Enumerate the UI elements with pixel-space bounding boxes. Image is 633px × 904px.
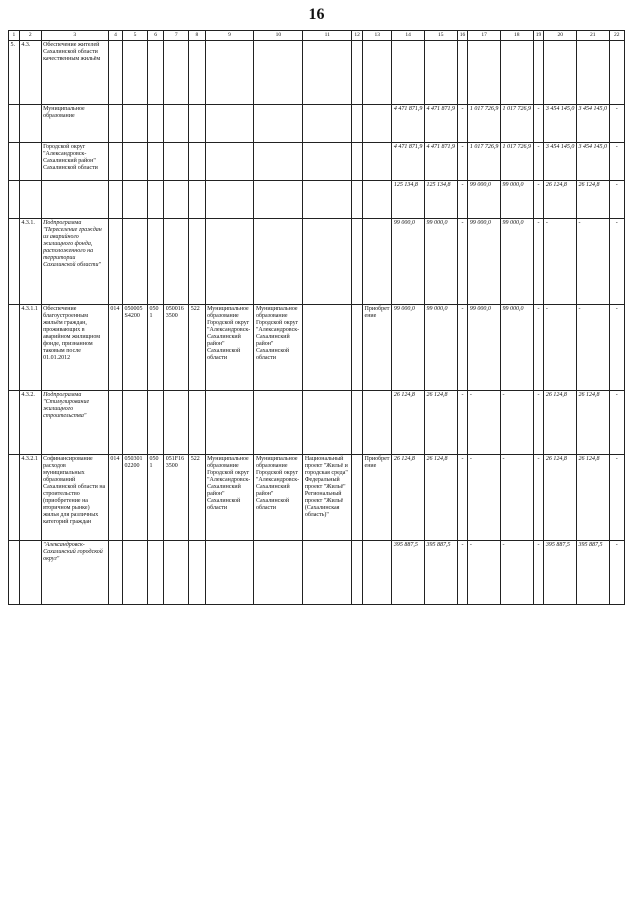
cell-col-20: - — [544, 219, 577, 305]
table-row — [9, 143, 625, 181]
col-number: 8 — [189, 31, 205, 41]
cell-col-9 — [205, 391, 254, 455]
cell-col-1 — [9, 143, 20, 181]
cell-col-13 — [363, 541, 392, 605]
cell-col-11 — [303, 541, 352, 605]
col-number: 19 — [533, 31, 544, 41]
cell-col-19: - — [533, 455, 544, 541]
cell-col-12 — [352, 455, 363, 541]
col-number: 7 — [164, 31, 189, 41]
cell-col-17: 99 000,0 — [468, 219, 501, 305]
col-number: 1 — [9, 31, 20, 41]
cell-col-9 — [205, 219, 254, 305]
cell-col-10 — [254, 181, 303, 219]
cell-col-12 — [352, 181, 363, 219]
cell-col-18: - — [500, 541, 533, 605]
col-number: 15 — [424, 31, 457, 41]
col-number: 22 — [609, 31, 624, 41]
cell-col-5 — [123, 105, 148, 143]
cell-col-20: 26 124,8 — [544, 181, 577, 219]
col-number: 10 — [254, 31, 303, 41]
col-number: 9 — [205, 31, 254, 41]
budget-table — [8, 30, 625, 605]
cell-col-16: - — [457, 391, 468, 455]
col-number: 16 — [457, 31, 468, 41]
cell-col-18: 1 017 726,9 — [500, 105, 533, 143]
cell-col-8 — [189, 143, 205, 181]
col-number: 14 — [392, 31, 425, 41]
cell-col-6 — [148, 181, 164, 219]
cell-col-10 — [254, 143, 303, 181]
table-row — [9, 219, 625, 305]
cell-col-7 — [164, 41, 189, 105]
cell-col-16: - — [457, 541, 468, 605]
cell-col-16: - — [457, 305, 468, 391]
cell-col-2 — [19, 541, 41, 605]
cell-col-10: Муниципальное образование Городской округ "Александровск-Сахалинский район" Сахалинской области — [254, 305, 303, 391]
cell-col-5: 050301 02200 — [123, 455, 148, 541]
cell-col-12 — [352, 219, 363, 305]
cell-col-18: 99 000,0 — [500, 305, 533, 391]
cell-col-4 — [108, 143, 122, 181]
cell-col-20: 26 124,8 — [544, 391, 577, 455]
cell-col-16: - — [457, 455, 468, 541]
cell-col-7 — [164, 541, 189, 605]
col-number: 2 — [19, 31, 41, 41]
cell-col-6: 050 1 — [148, 305, 164, 391]
cell-col-16 — [457, 41, 468, 105]
cell-col-6 — [148, 143, 164, 181]
cell-col-19: - — [533, 391, 544, 455]
cell-col-22 — [609, 41, 624, 105]
cell-col-17: 1 017 726,9 — [468, 105, 501, 143]
cell-col-21: 3 454 145,0 — [576, 105, 609, 143]
cell-col-9 — [205, 541, 254, 605]
cell-col-15: 395 887,5 — [424, 541, 457, 605]
col-number: 3 — [41, 31, 108, 41]
cell-col-22: - — [609, 105, 624, 143]
cell-col-6 — [148, 41, 164, 105]
cell-col-4: 014 — [108, 305, 122, 391]
cell-col-21: 395 887,5 — [576, 541, 609, 605]
cell-col-6: 050 1 — [148, 455, 164, 541]
cell-col-7 — [164, 391, 189, 455]
cell-col-22: - — [609, 455, 624, 541]
cell-col-1 — [9, 219, 20, 305]
cell-col-5 — [123, 41, 148, 105]
cell-col-13 — [363, 181, 392, 219]
cell-col-2: 4.3.1.1 — [19, 305, 41, 391]
cell-col-3: Подпрограмма "Переселение граждан из аварийного жилищного фонда, расположенного на территории Сахалинской области" — [41, 219, 108, 305]
cell-col-4 — [108, 181, 122, 219]
cell-col-11 — [303, 41, 352, 105]
cell-col-15: 26 124,8 — [424, 391, 457, 455]
cell-col-13 — [363, 105, 392, 143]
cell-col-12 — [352, 41, 363, 105]
cell-col-14: 395 887,5 — [392, 541, 425, 605]
cell-col-20: 26 124,8 — [544, 455, 577, 541]
cell-col-20 — [544, 41, 577, 105]
col-number: 21 — [576, 31, 609, 41]
cell-col-5 — [123, 143, 148, 181]
cell-col-13: Приобретение — [363, 455, 392, 541]
cell-col-3: Муниципальное образование — [41, 105, 108, 143]
table-row — [9, 181, 625, 219]
cell-col-14 — [392, 41, 425, 105]
cell-col-15: 4 471 871,9 — [424, 143, 457, 181]
cell-col-15: 26 124,8 — [424, 455, 457, 541]
cell-col-21: - — [576, 219, 609, 305]
cell-col-4 — [108, 541, 122, 605]
cell-col-10 — [254, 541, 303, 605]
cell-col-21: 3 454 145,0 — [576, 143, 609, 181]
col-number: 18 — [500, 31, 533, 41]
cell-col-1 — [9, 305, 20, 391]
cell-col-17: 99 000,0 — [468, 305, 501, 391]
cell-col-11 — [303, 181, 352, 219]
table-row — [9, 105, 625, 143]
cell-col-18 — [500, 41, 533, 105]
cell-col-19: - — [533, 541, 544, 605]
cell-col-19: - — [533, 105, 544, 143]
cell-col-15: 4 471 871,9 — [424, 105, 457, 143]
cell-col-22: - — [609, 219, 624, 305]
cell-col-21 — [576, 41, 609, 105]
cell-col-17: 1 017 726,9 — [468, 143, 501, 181]
cell-col-4 — [108, 41, 122, 105]
cell-col-7 — [164, 143, 189, 181]
cell-col-22: - — [609, 541, 624, 605]
cell-col-14: 26 124,8 — [392, 391, 425, 455]
cell-col-5 — [123, 219, 148, 305]
cell-col-8 — [189, 541, 205, 605]
page-number: 16 — [308, 6, 325, 23]
table-row — [9, 305, 625, 391]
col-number: 20 — [544, 31, 577, 41]
cell-col-10 — [254, 219, 303, 305]
cell-col-3: Обеспечение жителей Сахалинской области качественным жильём — [41, 41, 108, 105]
col-number: 11 — [303, 31, 352, 41]
table-row — [9, 541, 625, 605]
cell-col-20: 3 454 145,0 — [544, 143, 577, 181]
col-number: 12 — [352, 31, 363, 41]
cell-col-7: 050016 3500 — [164, 305, 189, 391]
cell-col-17: - — [468, 541, 501, 605]
cell-col-16: - — [457, 181, 468, 219]
cell-col-12 — [352, 391, 363, 455]
cell-col-7 — [164, 105, 189, 143]
cell-col-20: 395 887,5 — [544, 541, 577, 605]
cell-col-5 — [123, 181, 148, 219]
cell-col-7 — [164, 219, 189, 305]
cell-col-14: 4 471 871,9 — [392, 105, 425, 143]
cell-col-13 — [363, 143, 392, 181]
cell-col-3: Городской округ "Александровск-Сахалинский район" Сахалинской области — [41, 143, 108, 181]
cell-col-21: 26 124,8 — [576, 181, 609, 219]
cell-col-2: 4.3.2.1 — [19, 455, 41, 541]
cell-col-19: - — [533, 219, 544, 305]
cell-col-19 — [533, 41, 544, 105]
cell-col-1 — [9, 541, 20, 605]
cell-col-9 — [205, 181, 254, 219]
cell-col-22: - — [609, 305, 624, 391]
cell-col-2: 4.3. — [19, 41, 41, 105]
cell-col-3 — [41, 181, 108, 219]
cell-col-14: 26 124,8 — [392, 455, 425, 541]
cell-col-12 — [352, 143, 363, 181]
cell-col-5 — [123, 391, 148, 455]
cell-col-17: 99 000,0 — [468, 181, 501, 219]
cell-col-21: 26 124,8 — [576, 455, 609, 541]
cell-col-22: - — [609, 181, 624, 219]
cell-col-9 — [205, 41, 254, 105]
cell-col-5: 050005 S4200 — [123, 305, 148, 391]
cell-col-3: Обеспечение благоустроенным жильём граждан, проживающих в аварийном жилищном фонде, признанном таковым после 01.01.2012 — [41, 305, 108, 391]
cell-col-15: 99 000,0 — [424, 305, 457, 391]
cell-col-6 — [148, 541, 164, 605]
cell-col-16: - — [457, 143, 468, 181]
cell-col-9 — [205, 105, 254, 143]
cell-col-10 — [254, 391, 303, 455]
cell-col-3: Софинансирование расходов муниципальных образований Сахалинской области на строительство (приобретение на вторичном рынке) жилья для различных категорий граждан — [41, 455, 108, 541]
cell-col-4 — [108, 105, 122, 143]
cell-col-13 — [363, 219, 392, 305]
cell-col-3: Подпрограмма "Стимулирование жилищного строительства" — [41, 391, 108, 455]
cell-col-2 — [19, 181, 41, 219]
cell-col-7: 051F16 3500 — [164, 455, 189, 541]
cell-col-8 — [189, 105, 205, 143]
cell-col-12 — [352, 541, 363, 605]
cell-col-20: 3 454 145,0 — [544, 105, 577, 143]
cell-col-8 — [189, 181, 205, 219]
cell-col-18: - — [500, 391, 533, 455]
cell-col-17: - — [468, 455, 501, 541]
table-row — [9, 391, 625, 455]
cell-col-17: - — [468, 391, 501, 455]
table-body — [9, 41, 625, 605]
col-number: 13 — [363, 31, 392, 41]
cell-col-13: Приобретение — [363, 305, 392, 391]
cell-col-10 — [254, 105, 303, 143]
cell-col-14: 125 134,8 — [392, 181, 425, 219]
cell-col-4 — [108, 391, 122, 455]
cell-col-9: Муниципальное образование Городской округ "Александровск-Сахалинский район" Сахалинской области — [205, 455, 254, 541]
cell-col-6 — [148, 105, 164, 143]
cell-col-4: 014 — [108, 455, 122, 541]
cell-col-8 — [189, 391, 205, 455]
cell-col-2 — [19, 143, 41, 181]
col-number: 6 — [148, 31, 164, 41]
cell-col-1 — [9, 181, 20, 219]
cell-col-4 — [108, 219, 122, 305]
cell-col-8: 522 — [189, 455, 205, 541]
cell-col-15 — [424, 41, 457, 105]
cell-col-19: - — [533, 143, 544, 181]
cell-col-13 — [363, 391, 392, 455]
cell-col-19: - — [533, 305, 544, 391]
cell-col-3: "Александровск-Сахалинский городской округ" — [41, 541, 108, 605]
cell-col-11 — [303, 105, 352, 143]
col-number: 17 — [468, 31, 501, 41]
cell-col-10: Муниципальное образование Городской округ "Александровск-Сахалинский район" Сахалинской области — [254, 455, 303, 541]
cell-col-18: 99 000,0 — [500, 219, 533, 305]
cell-col-13 — [363, 41, 392, 105]
cell-col-1: 5. — [9, 41, 20, 105]
table-row — [9, 41, 625, 105]
cell-col-6 — [148, 219, 164, 305]
cell-col-18: 99 000,0 — [500, 181, 533, 219]
cell-col-6 — [148, 391, 164, 455]
cell-col-15: 125 134,8 — [424, 181, 457, 219]
cell-col-2: 4.3.2. — [19, 391, 41, 455]
cell-col-7 — [164, 181, 189, 219]
cell-col-11 — [303, 219, 352, 305]
cell-col-22: - — [609, 391, 624, 455]
col-number: 4 — [108, 31, 122, 41]
cell-col-9 — [205, 143, 254, 181]
cell-col-14: 99 000,0 — [392, 305, 425, 391]
cell-col-14: 4 471 871,9 — [392, 143, 425, 181]
cell-col-10 — [254, 41, 303, 105]
cell-col-9: Муниципальное образование Городской округ "Александровск-Сахалинский район" Сахалинской области — [205, 305, 254, 391]
cell-col-19: - — [533, 181, 544, 219]
cell-col-12 — [352, 105, 363, 143]
cell-col-20: - — [544, 305, 577, 391]
cell-col-15: 99 000,0 — [424, 219, 457, 305]
cell-col-1 — [9, 105, 20, 143]
cell-col-8: 522 — [189, 305, 205, 391]
cell-col-16: - — [457, 105, 468, 143]
table-row — [9, 455, 625, 541]
cell-col-11: Национальный проект "Жильё и городская среда" Федеральный проект "Жильё" Региональный проект "Жильё (Сахалинская область)" — [303, 455, 352, 541]
cell-col-11 — [303, 391, 352, 455]
cell-col-18: - — [500, 455, 533, 541]
cell-col-22: - — [609, 143, 624, 181]
cell-col-14: 99 000,0 — [392, 219, 425, 305]
cell-col-17 — [468, 41, 501, 105]
cell-col-1 — [9, 391, 20, 455]
cell-col-12 — [352, 305, 363, 391]
cell-col-8 — [189, 41, 205, 105]
cell-col-11 — [303, 305, 352, 391]
cell-col-2 — [19, 105, 41, 143]
cell-col-8 — [189, 219, 205, 305]
column-number-row — [9, 31, 625, 41]
col-number: 5 — [123, 31, 148, 41]
cell-col-5 — [123, 541, 148, 605]
cell-col-1 — [9, 455, 20, 541]
cell-col-21: - — [576, 305, 609, 391]
cell-col-16: - — [457, 219, 468, 305]
cell-col-11 — [303, 143, 352, 181]
cell-col-21: 26 124,8 — [576, 391, 609, 455]
cell-col-18: 1 017 726,9 — [500, 143, 533, 181]
cell-col-2: 4.3.1. — [19, 219, 41, 305]
